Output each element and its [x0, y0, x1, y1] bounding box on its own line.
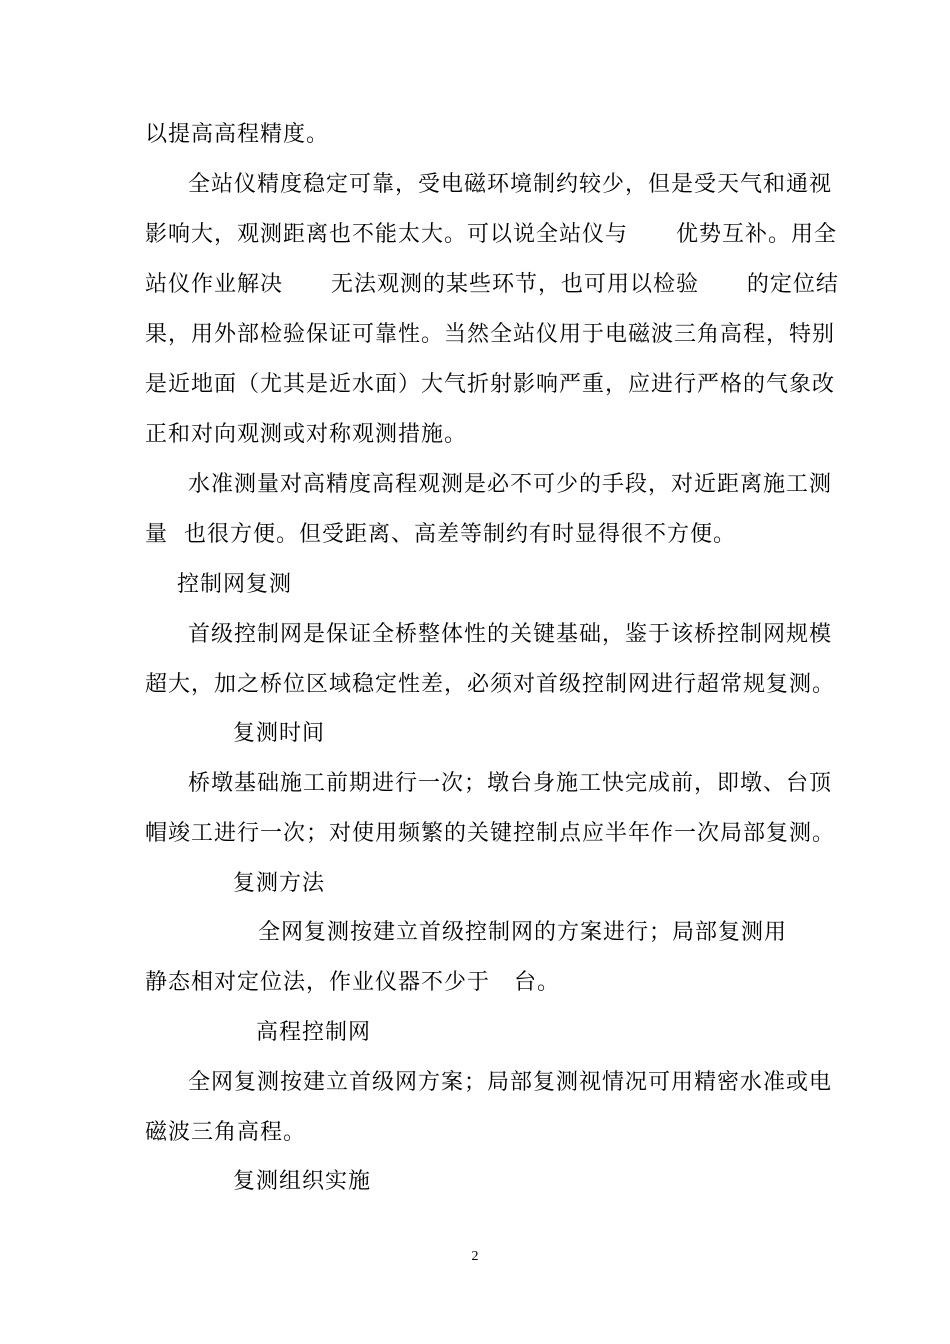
subsection-heading: 高程控制网 [256, 1020, 372, 1045]
paragraph-line: 全站仪精度稳定可靠，受电磁环境制约较少，但是受天气和通视 [188, 172, 833, 197]
subsection-heading: 复测时间 [233, 721, 326, 746]
paragraph-line: 站仪作业解决 无法观测的某些环节，也可用以检验 的定位结 [145, 272, 839, 297]
paragraph-line: 正和对向观测或对称观测措施。 [145, 422, 468, 447]
paragraph-line: 静态相对定位法，作业仪器不少于 台。 [145, 970, 560, 995]
paragraph-line: 首级控制网是保证全桥整体性的关键基础，鉴于该桥控制网规模 [188, 622, 833, 647]
paragraph-line: 影响大，观测距离也不能太大。可以说全站仪与 优势互补。用全 [145, 222, 837, 247]
paragraph-line: 是近地面（尤其是近水面）大气折射影响严重，应进行严格的气象改 [145, 372, 836, 397]
paragraph-line: 果，用外部检验保证可靠性。当然全站仪用于电磁波三角高程，特别 [145, 322, 836, 347]
page-number: 2 [471, 1249, 479, 1264]
paragraph-line: 超大，加之桥位区域稳定性差，必须对首级控制网进行超常规复测。 [145, 672, 836, 697]
paragraph-line: 全网复测按建立首级网方案；局部复测视情况可用精密水准或电 [188, 1070, 833, 1095]
paragraph-line: 帽竣工进行一次；对使用频繁的关键控制点应半年作一次局部复测。 [145, 821, 836, 846]
subsection-heading: 复测组织实施 [233, 1169, 372, 1194]
paragraph-line: 磁波三角高程。 [145, 1120, 307, 1145]
subsection-heading: 复测方法 [233, 871, 326, 896]
section-heading: 控制网复测 [177, 572, 293, 597]
paragraph-line: 全网复测按建立首级控制网的方案进行；局部复测用 [258, 920, 788, 945]
paragraph-line: 以提高高程精度。 [145, 122, 330, 147]
paragraph-line: 水准测量对高精度高程观测是必不可少的手段，对近距离施工测 [188, 472, 833, 497]
paragraph-line: 桥墩基础施工前期进行一次；墩台身施工快完成前，即墩、台顶 [188, 771, 833, 796]
paragraph-line: 量 也很方便。但受距离、高差等制约有时显得很不方便。 [145, 522, 736, 547]
